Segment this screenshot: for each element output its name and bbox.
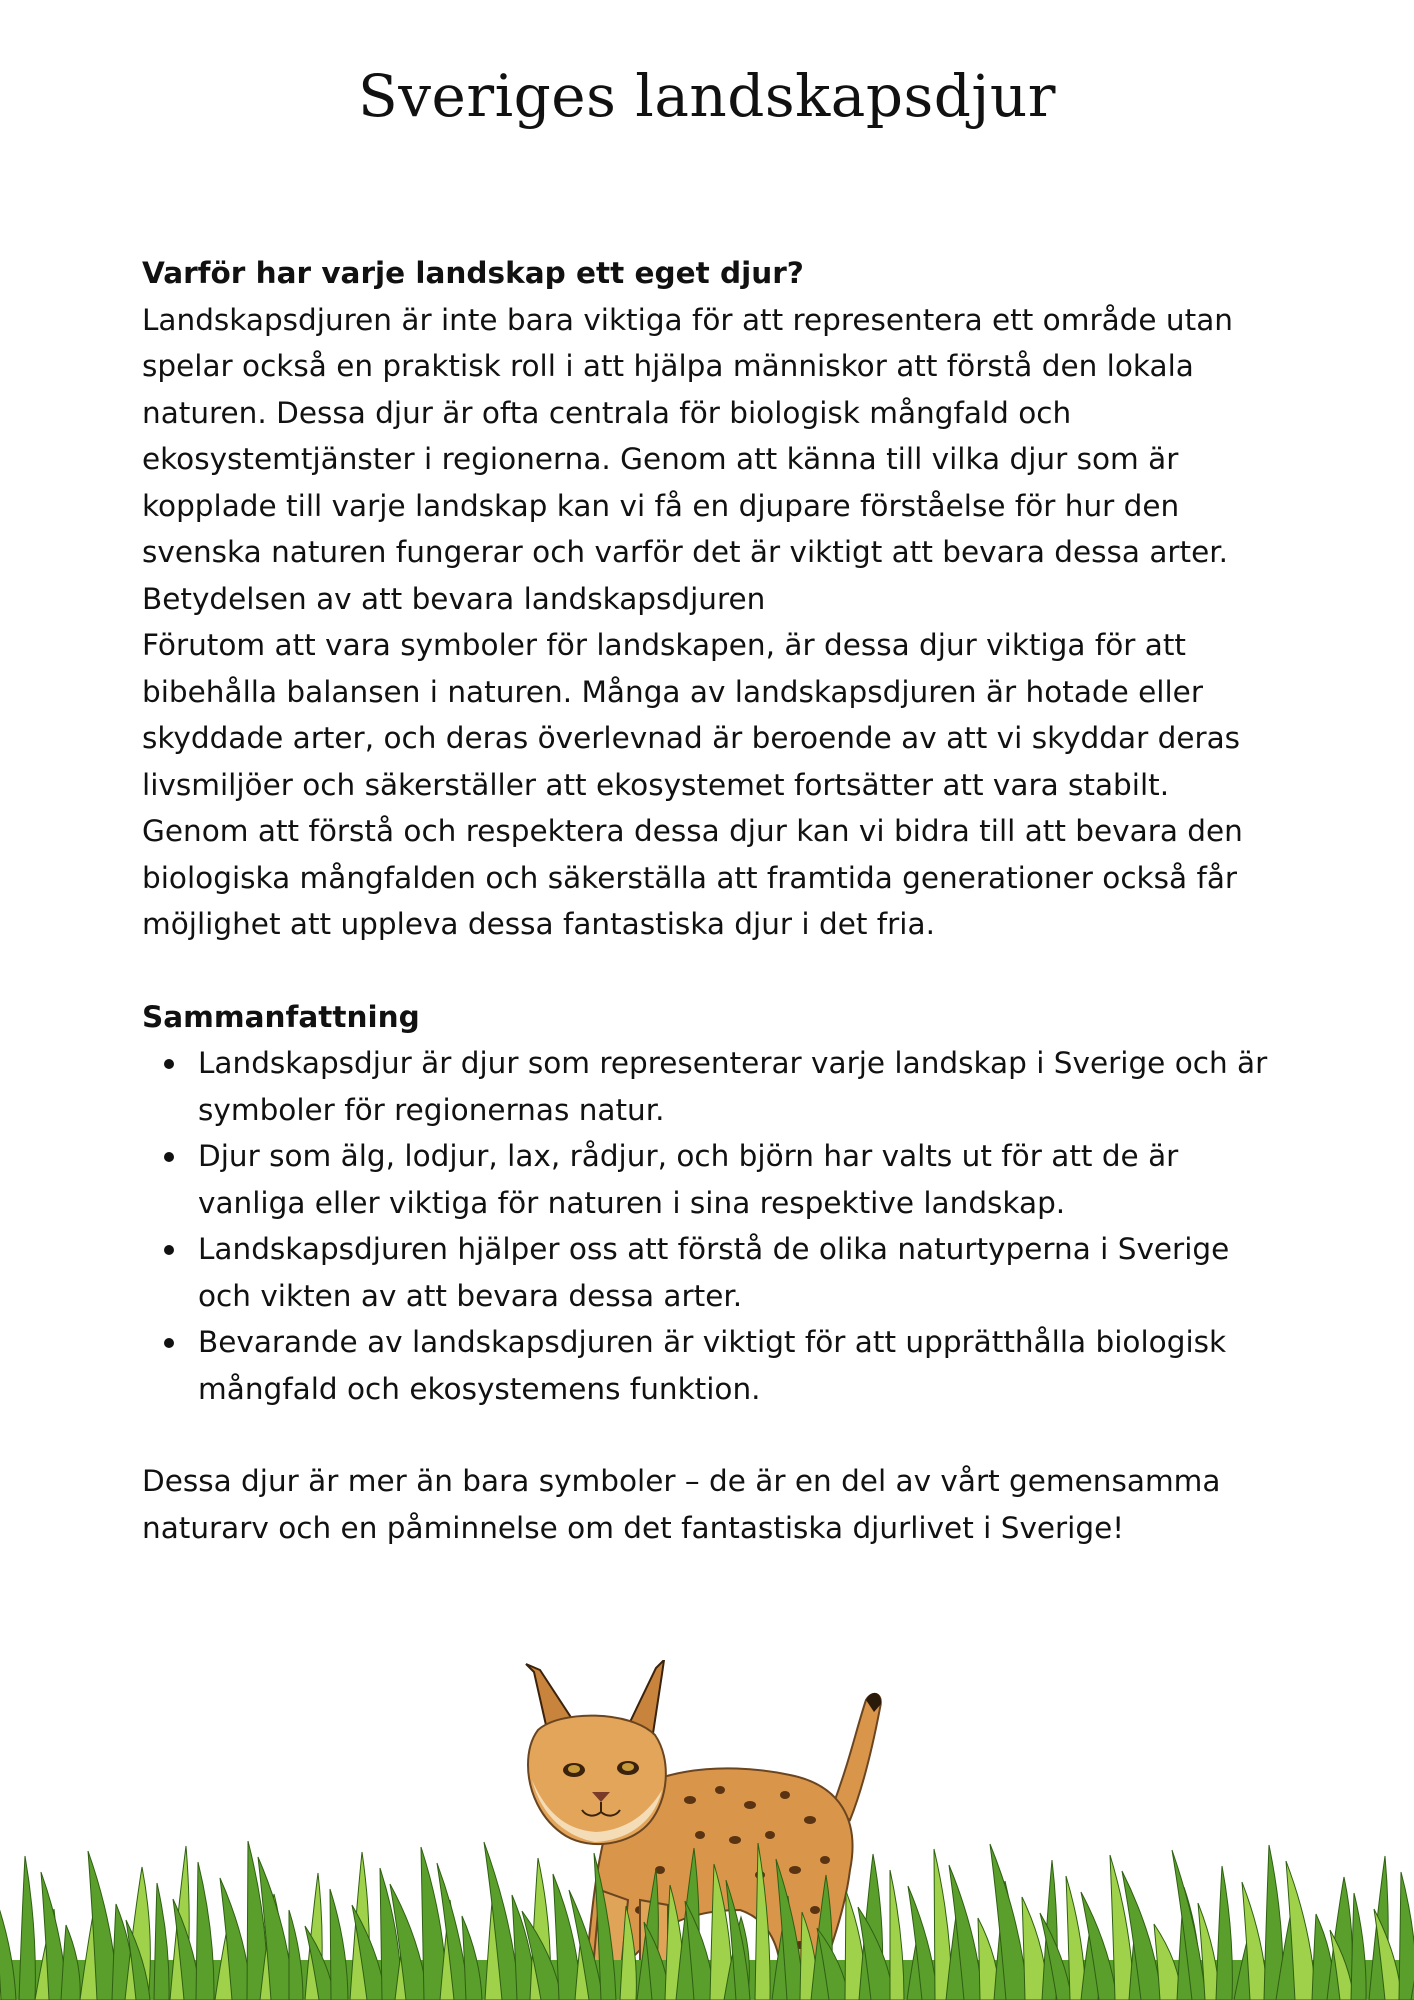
summary-heading: Sammanfattning (142, 999, 420, 1034)
list-item: Bevarande av landskapsdjuren är viktigt för att upprätthålla biologisk mångfald och ekosystemens funktion. (198, 1319, 1282, 1412)
grass-blade (1351, 1893, 1366, 2000)
grass-blade (330, 1889, 348, 2000)
list-item: Landskapsdjur är djur som representerar varje landskap i Sverige och är symboler för regionernas natur. (198, 1040, 1282, 1133)
section-heading-why: Varför har varje landskap ett eget djur? (142, 256, 804, 290)
grass-blade (61, 1925, 80, 2000)
grass-blade (289, 1910, 303, 2000)
section-paragraph-why: Landskapsdjuren är inte bara viktiga för att representera ett område utan spelar också en praktisk roll i att hjälpa människor att förstå den lokala naturen. Dessa djur är ofta centrala för biologisk mångfald och ekosystemtjänster i regionerna. Genom att känna till vilka djur som är kopplade till varje landskap kan vi få en djupare förståelse för hur den svenska naturen fungerar och varför det är viktigt att bevara dessa arter. (142, 302, 1233, 569)
section-heading-preserve: Betydelsen av att bevara landskapsdjuren (142, 581, 766, 616)
closing-paragraph: Dessa djur är mer än bara symboler – de är en del av vårt gemensamma naturarv och en påminnelse om det fantastiska djurlivet i Sverige! (142, 1464, 1221, 1545)
list-item: Landskapsdjuren hjälper oss att förstå de olika naturtyperna i Sverige och vikten av att bevara dessa arter. (198, 1226, 1282, 1319)
spacer (142, 1412, 1282, 1458)
section-paragraph-preserve: Förutom att vara symboler för landskapen, är dessa djur viktiga för att bibehålla balansen i naturen. Många av landskapsdjuren är hotade eller skyddade arter, och deras överlevnad är beroende av att vi skyddar deras livsmiljöer och säkerställer att ekosystemet fortsätter att vara stabilt. Genom att förstå och respektera dessa djur kan vi bidra till att bevara den biologiska mångfalden och säkerställa att framtida generationer också får möjlighet att uppleva dessa fantastiska djur i det fria. (142, 628, 1243, 941)
grass-blade (1216, 1866, 1232, 2000)
page-title: Sveriges landskapsdjur (358, 62, 1056, 130)
grass-blade (19, 1856, 35, 2000)
list-item: Djur som älg, lodjur, lax, rådjur, och björn har valts ut för att de är vanliga eller viktiga för naturen i sina respektive landskap. (198, 1133, 1282, 1226)
grass-blade (462, 1916, 482, 2000)
grass-blade (890, 1870, 904, 2000)
lynx-cub-in-grass-illustration (0, 1660, 1414, 2000)
summary-list (142, 1040, 1282, 1412)
grass-blade (0, 1893, 16, 2000)
grass-blade (1399, 1872, 1414, 2000)
grass-blade (196, 1862, 214, 2000)
spacer (142, 948, 1282, 994)
document-body (142, 250, 1282, 1551)
grass-blade (154, 1883, 169, 2000)
